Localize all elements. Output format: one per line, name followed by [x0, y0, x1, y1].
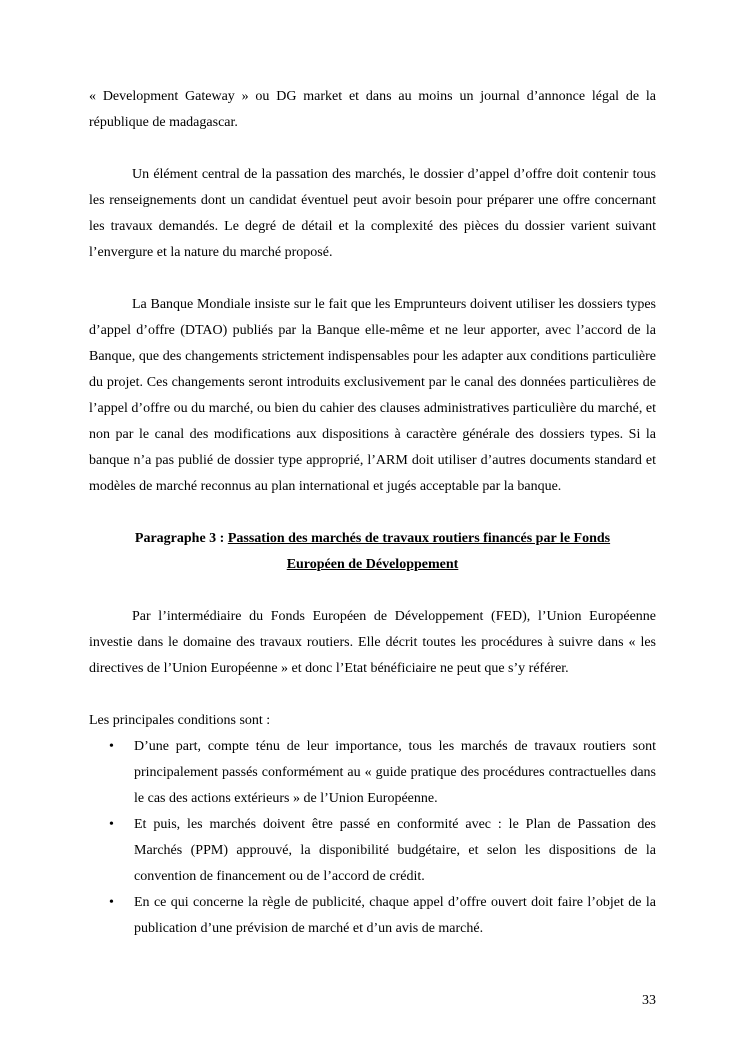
- spacer: [89, 682, 656, 708]
- paragraph-continuation: « Development Gateway » ou DG market et dans au moins un journal d’annonce légal de la république de madagascar.: [89, 89, 656, 130]
- paragraph-dossier-appel-offre: Un élément central de la passation des marchés, le dossier d’appel d’offre doit contenir tous les renseignements dont un candidat éventuel peut avoir besoin pour préparer une offre concernant les travaux demandés. Le degré de détail et la complexité des pièces du dossier varient suivant l’envergure et la nature du marché proposé.: [89, 167, 656, 260]
- list-item: [89, 890, 656, 942]
- page-number: 33: [642, 993, 656, 1008]
- list-item-text: Et puis, les marchés doivent être passé en conformité avec : le Plan de Passation des Marchés (PPM) approuvé, la disponibilité budgétaire, et selon les dispositions de la convention de financement ou de l’accord de crédit.: [134, 817, 656, 884]
- heading-title: Passation des marchés de travaux routiers financés par le Fonds Européen de Développement: [227, 531, 611, 572]
- list-item-text: En ce qui concerne la règle de publicité, chaque appel d’offre ouvert doit faire l’objet de la publication d’une prévision de marché et d’un avis de marché.: [134, 895, 656, 936]
- bullet-icon: •: [109, 817, 114, 832]
- bullet-icon: •: [109, 739, 114, 754]
- paragraph-conditions-intro: Les principales conditions sont :: [89, 713, 271, 728]
- list-item: [89, 812, 656, 890]
- spacer: [89, 136, 656, 162]
- paragraph-fed: Par l’intermédiaire du Fonds Européen de Développement (FED), l’Union Européenne investie dans le domaine des travaux routiers. Elle décrit toutes les procédures à suivre dans « les directives de l’Union Européenne » et donc l’Etat bénéficiaire ne peut que s’y référer.: [89, 609, 656, 676]
- document-page: [89, 84, 656, 942]
- spacer: [89, 500, 656, 526]
- section-heading: [89, 526, 656, 578]
- bullet-icon: •: [109, 895, 114, 910]
- spacer: [89, 266, 656, 292]
- paragraph-banque-mondiale: La Banque Mondiale insiste sur le fait que les Emprunteurs doivent utiliser les dossiers types d’appel d’offre (DTAO) publiés par la Banque elle-même et ne leur apporter, avec l’accord de la Banque, que des changements strictement indispensables pour les adapter aux conditions particulière du projet. Ces changements seront introduits exclusivement par le canal des données particulières de l’appel d’offre ou du marché, ou bien du cahier des clauses administratives particulière du marché, et non par le canal des modifications aux dispositions à caractère générale des dossiers types. Si la banque n’a pas publié de dossier type approprié, l’ARM doit utiliser d’autres documents standard et modèles de marché reconnus au plan international et jugés acceptable par la banque.: [89, 297, 656, 494]
- list-item-text: D’une part, compte ténu de leur importance, tous les marchés de travaux routiers sont principalement passés conformément au « guide pratique des procédures contractuelles dans le cas des actions extérieurs » de l’Union Européenne.: [134, 739, 656, 806]
- heading-prefix: Paragraphe 3 :: [134, 531, 228, 546]
- list-item: [89, 734, 656, 812]
- conditions-list: [89, 734, 656, 942]
- spacer: [89, 578, 656, 604]
